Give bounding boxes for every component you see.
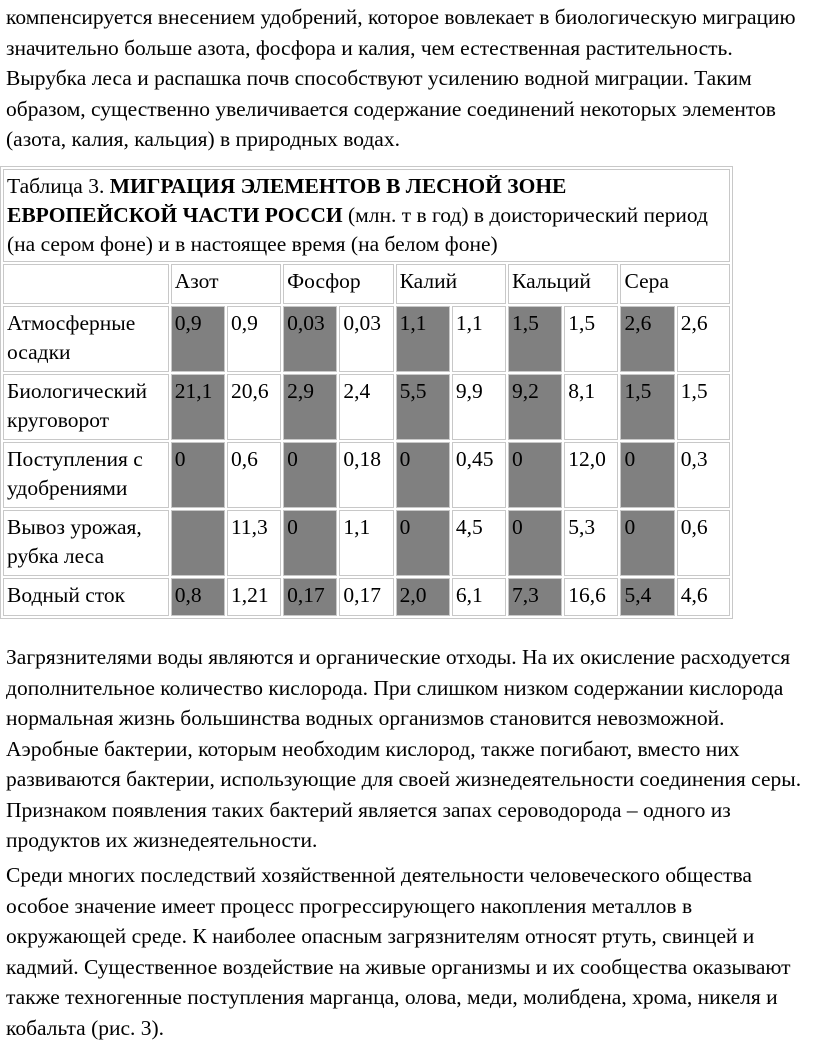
cell-historic: 0	[396, 442, 450, 508]
migration-table	[0, 166, 733, 619]
table-caption-description: (млн. т в год) в доисторический период (на сером фоне) и в настоящее время (на белом фоне)	[7, 203, 708, 256]
cell-present: 1,21	[227, 578, 281, 616]
paragraph-intro: компенсируется внесением удобрений, которое вовлекает в биологическую миграцию значительно больше азота, фосфора и калия, чем естественная растительность. Вырубка леса и распашка почв способствуют усилению водной миграции. Таким образом, существенно увеличивается содержание соединений некоторых элементов (азота, калия, кальция) в природных водах.	[6, 5, 796, 151]
table-row	[3, 578, 730, 616]
cell-present: 0,03	[339, 306, 393, 372]
cell-present: 2,4	[339, 374, 393, 440]
cell-present: 2,6	[677, 306, 730, 372]
cell-present: 0,18	[339, 442, 393, 508]
cell-historic: 5,4	[620, 578, 674, 616]
cell-historic: 0,03	[283, 306, 337, 372]
cell-historic: 0,17	[283, 578, 337, 616]
cell-historic: 0,8	[171, 578, 225, 616]
table-row	[3, 442, 730, 508]
cell-historic: 1,1	[396, 306, 450, 372]
table-caption	[3, 169, 730, 262]
table-row	[3, 510, 730, 576]
cell-present: 0,17	[339, 578, 393, 616]
cell-present: 5,3	[564, 510, 618, 576]
cell-present: 0,3	[677, 442, 730, 508]
cell-present: 0,6	[677, 510, 730, 576]
cell-historic: 2,6	[620, 306, 674, 372]
cell-present: 9,9	[452, 374, 506, 440]
row-label-fertilizers: Поступления с удобрениями	[3, 442, 169, 508]
column-header-nitrogen: Азот	[171, 264, 281, 304]
cell-historic: 9,2	[508, 374, 562, 440]
cell-present: 1,1	[452, 306, 506, 372]
column-header-potassium: Калий	[396, 264, 506, 304]
cell-present: 1,5	[564, 306, 618, 372]
table-row	[3, 374, 730, 440]
cell-historic: 1,5	[508, 306, 562, 372]
cell-historic: 0	[283, 510, 337, 576]
cell-historic: 0	[508, 510, 562, 576]
row-label-bio-cycle: Биологический круговорот	[3, 374, 169, 440]
cell-historic	[171, 510, 225, 576]
row-label-water-runoff: Водный сток	[3, 578, 169, 616]
cell-present: 12,0	[564, 442, 618, 508]
cell-present: 8,1	[564, 374, 618, 440]
cell-present: 4,6	[677, 578, 730, 616]
cell-present: 20,6	[227, 374, 281, 440]
cell-present: 6,1	[452, 578, 506, 616]
cell-historic: 7,3	[508, 578, 562, 616]
paragraph-metals: Среди многих последствий хозяйственной деятельности человеческого общества особое значение имеет процесс прогрессирующего накопления металлов в окружающей среде. К наиболее опасным загрязнителям относят ртуть, свинцей и кадмий. Существенное воздействие на живые организмы и их сообщества оказывают также техногенные поступления марганца, олова, меди, молибдена, хрома, никеля и кобальта (рис. 3).	[6, 863, 791, 1040]
column-header-sulfur: Сера	[620, 264, 730, 304]
column-header-phosphorus: Фосфор	[283, 264, 393, 304]
cell-present: 1,5	[677, 374, 730, 440]
cell-historic: 0	[508, 442, 562, 508]
cell-present: 0,45	[452, 442, 506, 508]
cell-historic: 0,9	[171, 306, 225, 372]
header-corner-cell	[3, 264, 169, 304]
cell-present: 0,9	[227, 306, 281, 372]
cell-historic: 21,1	[171, 374, 225, 440]
cell-present: 0,6	[227, 442, 281, 508]
cell-historic: 1,5	[620, 374, 674, 440]
cell-present: 11,3	[227, 510, 281, 576]
column-header-calcium: Кальций	[508, 264, 618, 304]
cell-historic: 0	[620, 442, 674, 508]
table-row	[3, 306, 730, 372]
cell-historic: 5,5	[396, 374, 450, 440]
cell-historic: 0	[620, 510, 674, 576]
table-header-row	[3, 264, 730, 304]
row-label-harvest: Вывоз урожая, рубка леса	[3, 510, 169, 576]
cell-historic: 0	[396, 510, 450, 576]
cell-historic: 0	[171, 442, 225, 508]
table-caption-prefix: Таблица 3.	[7, 174, 110, 198]
cell-historic: 0	[283, 442, 337, 508]
cell-present: 1,1	[339, 510, 393, 576]
cell-present: 16,6	[564, 578, 618, 616]
table-caption-title: МИГРАЦИЯ ЭЛЕМЕНТОВ В ЛЕСНОЙ ЗОНЕ ЕВРОПЕЙСКОЙ ЧАСТИ РОССИ	[7, 174, 567, 227]
cell-historic: 2,0	[396, 578, 450, 616]
paragraph-organic-waste: Загрязнителями воды являются и органические отходы. На их окисление расходуется дополнительное количество кислорода. При слишком низком содержании кислорода нормальная жизнь большинства водных организмов становится невозможной. Аэробные бактерии, которым необходим кислород, также погибают, вместо них развиваются бактерии, использующие для своей жизнедеятельности соединения серы. Признаком появления таких бактерий является запах сероводорода – одного из продуктов их жизнедеятельности.	[6, 645, 802, 852]
cell-present: 4,5	[452, 510, 506, 576]
row-label-precipitation: Атмосферные осадки	[3, 306, 169, 372]
cell-historic: 2,9	[283, 374, 337, 440]
